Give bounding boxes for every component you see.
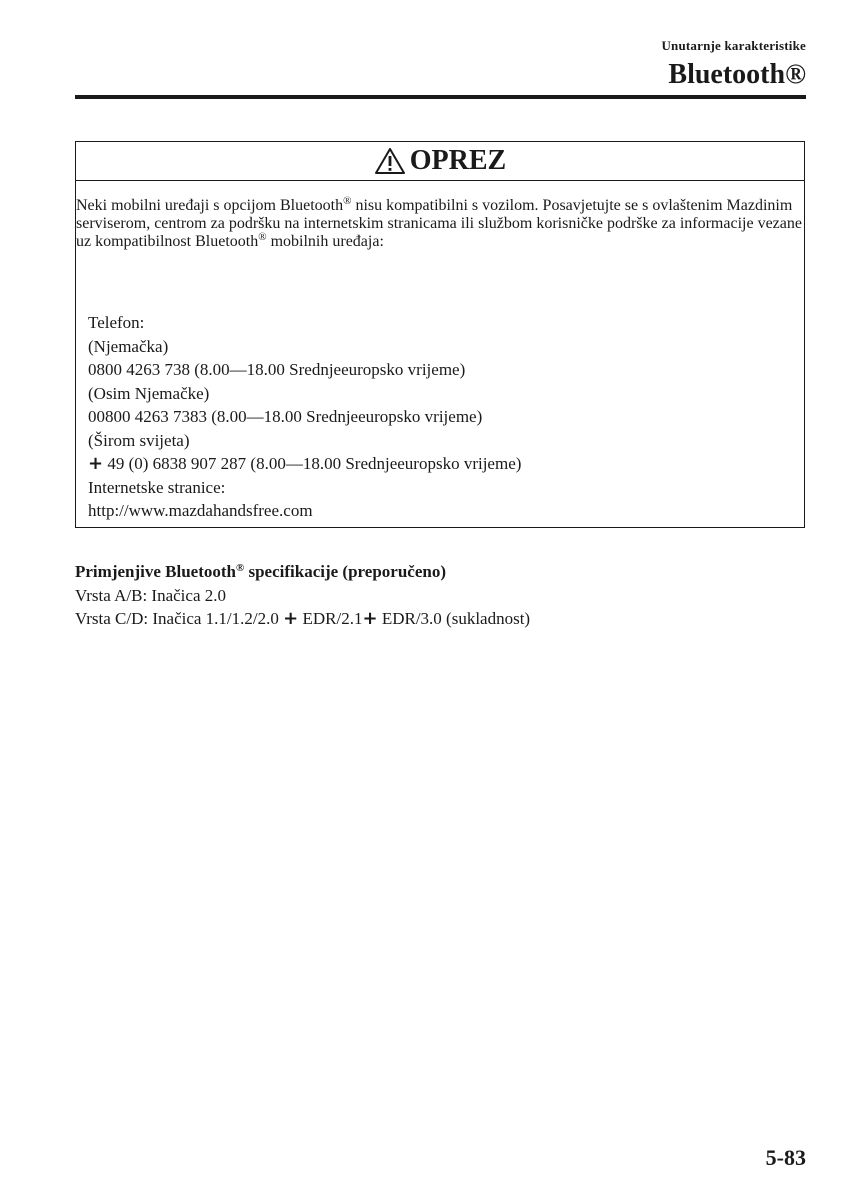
website-label: Internetske stranice: [88,477,226,497]
specs-section [75,560,530,631]
spec-line-ab: Vrsta A/B: Inačica 2.0 [75,585,226,605]
registered-mark: ® [343,195,352,207]
phone-label: Telefon: [88,313,145,332]
registered-mark: ® [236,562,245,574]
worldwide-number-line [88,452,792,476]
contact-list [88,311,792,523]
chapter-title: Bluetooth® [668,59,806,90]
spec-cd-text-1: Vrsta C/D: Inačica 1.1/1.2/2.0 [75,609,284,628]
intro-text-1: Neki mobilni uređaji s opcijom Bluetooth [76,197,344,214]
specs-heading-text-1: Primjenjive Bluetooth [75,562,236,581]
plus-icon: + [362,608,378,629]
warning-triangle-icon [374,147,406,175]
germany-label: (Njemačka) [88,336,169,356]
registered-mark: ® [258,231,267,243]
specs-heading-text-2: specifikacije (preporučeno) [244,562,446,581]
outside-germany-number: 00800 4263 7383 (8.00—18.00 Srednjeeuropsko vrijeme) [88,407,483,426]
page-header [661,38,806,92]
caution-title: OPREZ [409,145,507,176]
spec-cd-text-2: EDR/2.1 [298,609,363,628]
outside-germany-label: (Osim Njemačke) [88,383,210,403]
plus-icon: + [283,608,299,629]
spec-line-cd [75,607,530,631]
intro-text-2: nisu kompatibilni s vozilom. Posavjetujte se s ovlaštenim Mazdinim serviserom, centrom za podršku na internetskim stranicama ili službom korisničke podrške za informacije vezane uz kompatibilnost Bluetooth [76,197,802,250]
spec-cd-text-3: EDR/3.0 (sukladnost) [377,609,531,628]
intro-text-3: mobilnih uređaja: [266,233,384,250]
worldwide-number: 49 (0) 6838 907 287 (8.00—18.00 Srednjeeuropsko vrijeme) [103,454,522,473]
caution-box [75,141,805,528]
caution-intro [76,197,804,251]
specs-heading [75,560,530,584]
website-link[interactable]: http://www.mazdahandsfree.com [88,501,313,520]
plus-icon: + [88,453,104,474]
caution-header [76,142,804,181]
header-divider [75,95,806,99]
page-number: 5-83 [765,1145,806,1170]
germany-number: 0800 4263 738 (8.00—18.00 Srednjeeuropsko vrijeme) [88,360,466,379]
worldwide-label: (Širom svijeta) [88,430,190,450]
section-label: Unutarnje karakteristike [661,38,806,53]
